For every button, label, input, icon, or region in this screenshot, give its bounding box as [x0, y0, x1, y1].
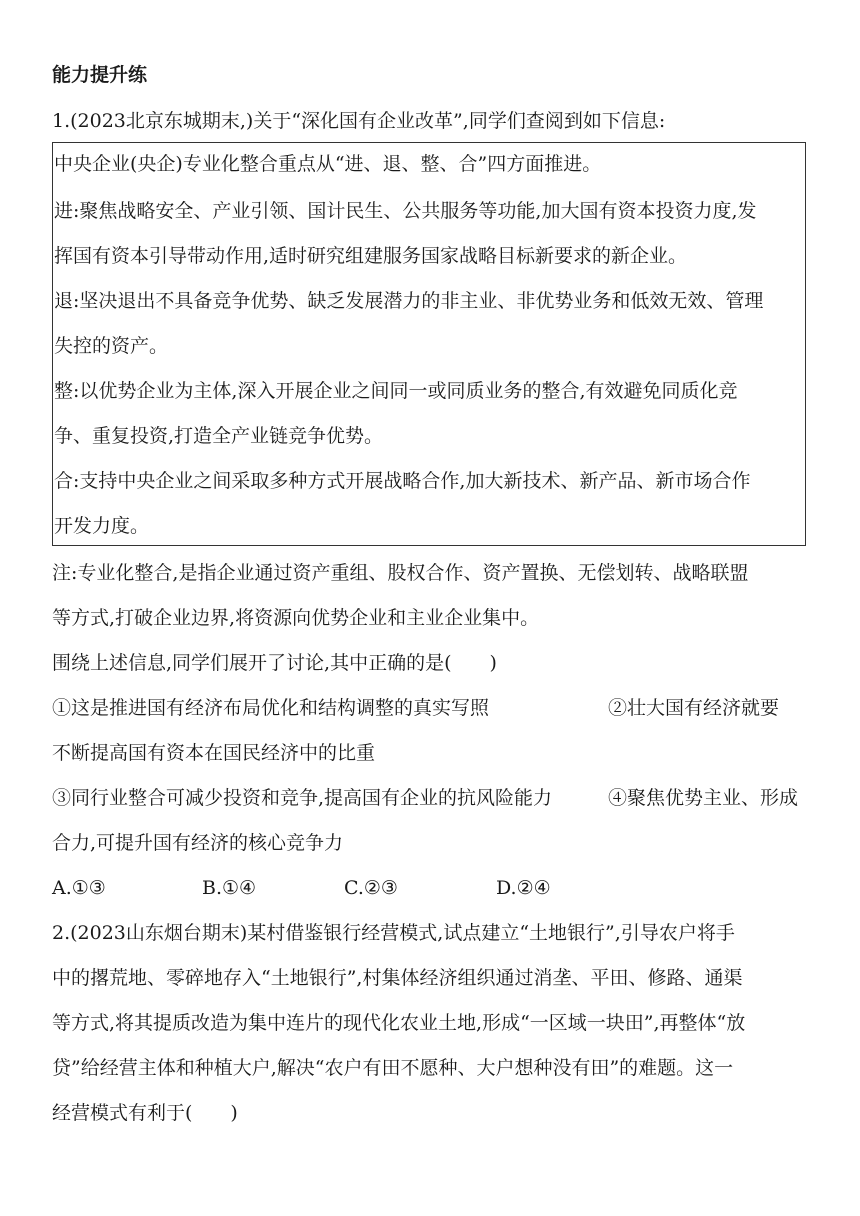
note-line: 等方式,打破企业边界,将资源向优势企业和主业企业集中。: [52, 607, 540, 629]
box-line: 失控的资产。: [54, 335, 169, 357]
box-line: 进:聚焦战略安全、产业引领、国计民生、公共服务等功能,加大国有资本投资力度,发: [54, 200, 757, 222]
q2-line: 等方式,将其提质改造为集中连片的现代化农业土地,形成“一区域一块田”,再整体“放: [52, 1012, 746, 1034]
box-line: 合:支持中央企业之间采取多种方式开展战略合作,加大新技术、新产品、新市场合作: [54, 470, 751, 492]
statement-1: ①这是推进国有经济布局优化和结构调整的真实写照: [52, 697, 490, 719]
q1-prompt: 围绕上述信息,同学们展开了讨论,其中正确的是( ): [52, 652, 497, 674]
info-box: [52, 142, 806, 546]
note-line: 注:专业化整合,是指企业通过资产重组、股权合作、资产置换、无偿划转、战略联盟: [52, 562, 749, 584]
box-line: 挥国有资本引导带动作用,适时研究组建服务国家战略目标新要求的新企业。: [54, 245, 688, 267]
statement-3: ③同行业整合可减少投资和竞争,提高国有企业的抗风险能力: [52, 787, 553, 809]
statement-4-end: 合力,可提升国有经济的核心竞争力: [52, 832, 344, 854]
box-line: 退:坚决退出不具备竞争优势、缺乏发展潜力的非主业、非优势业务和低效无效、管理: [54, 290, 764, 312]
statement-2-end: 不断提高国有资本在国民经济中的比重: [52, 742, 376, 764]
option-d[interactable]: D.②④: [496, 877, 551, 899]
option-a[interactable]: A.①③: [52, 877, 106, 899]
section-title: 能力提升练: [52, 64, 148, 86]
box-line: 中央企业(央企)专业化整合重点从“进、退、整、合”四方面推进。: [54, 153, 602, 175]
q1-stem: 1.(2023北京东城期末,)关于“深化国有企业改革”,同学们查阅到如下信息:: [52, 110, 666, 132]
q2-line: 2.(2023山东烟台期末)某村借鉴银行经营模式,试点建立“土地银行”,引导农户将手: [52, 922, 735, 944]
statement-2-start: ②壮大国有经济就要: [608, 697, 780, 719]
box-line: 整:以优势企业为主体,深入开展企业之间同一或同质业务的整合,有效避免同质化竞: [54, 380, 738, 402]
box-line: 争、重复投资,打造全产业链竞争优势。: [54, 425, 384, 447]
option-c[interactable]: C.②③: [344, 877, 398, 899]
q2-line: 贷”给经营主体和种植大户,解决“农户有田不愿种、大户想种没有田”的难题。这一: [52, 1057, 734, 1079]
q2-line: 经营模式有利于( ): [52, 1102, 238, 1124]
q2-line: 中的撂荒地、零碎地存入“土地银行”,村集体经济组织通过消垄、平田、修路、通渠: [52, 967, 743, 989]
option-b[interactable]: B.①④: [202, 877, 257, 899]
statement-4-start: ④聚焦优势主业、形成: [608, 787, 799, 809]
box-line: 开发力度。: [54, 515, 150, 537]
